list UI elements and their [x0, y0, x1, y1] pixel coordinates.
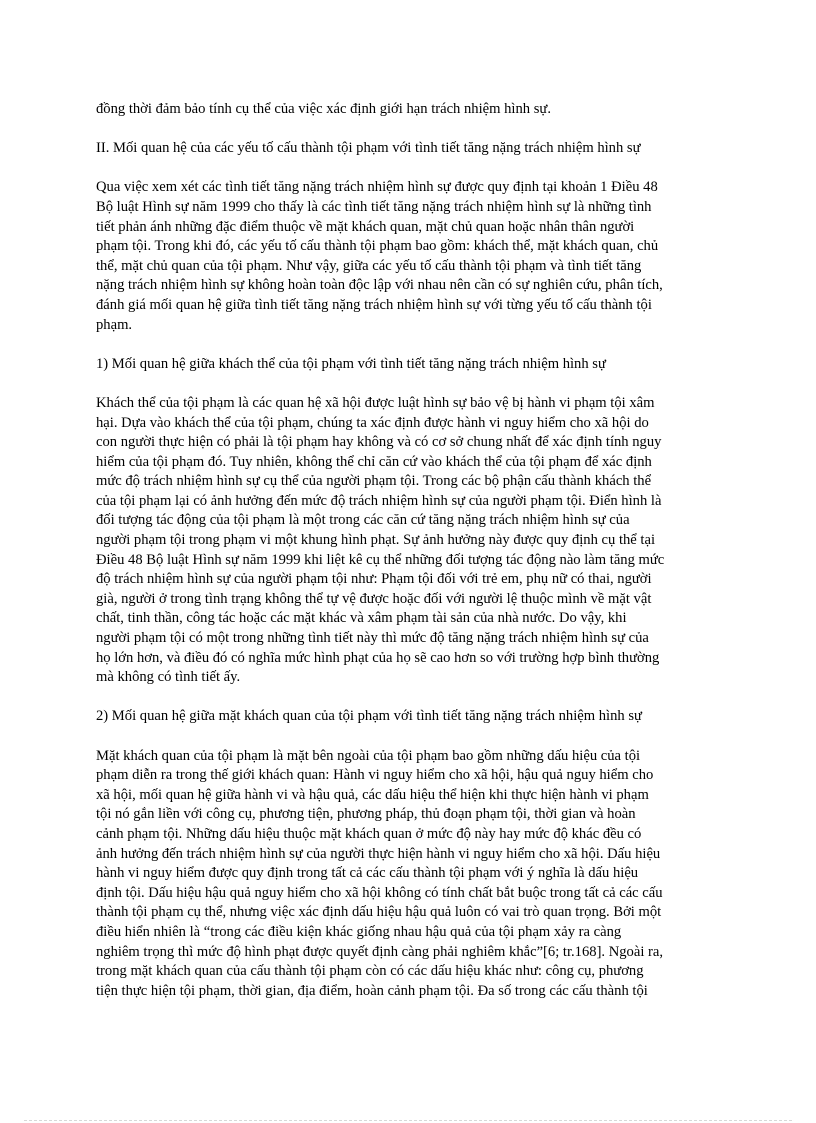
text-line: Bộ luật Hình sự năm 1999 cho thấy là các tình tiết tăng nặng trách nhiệm hình sự là những tình	[96, 198, 652, 215]
text-line: họ lớn hơn, và điều đó có nghĩa mức hình phạt của họ sẽ cao hơn so với trường hợp bình thường	[96, 649, 660, 666]
text-line: đối tượng tác động của tội phạm là một trong các căn cứ tăng nặng trách nhiệm hình sự của	[96, 512, 630, 529]
text-line: nghiêm trọng thì mức độ hình phạt được quyết định càng phải nghiêm khắc”[6; tr.168]. Ngoài ra,	[96, 943, 664, 960]
text-line: định tội. Dấu hiệu hậu quả nguy hiểm cho xã hội không có tính chất bắt buộc trong tất cả các cấu	[96, 884, 663, 901]
text-line: tội nó gắn liền với công cụ, phương tiện, phương pháp, thủ đoạn phạm tội, thời gian và hoàn	[96, 806, 636, 823]
subsection-heading-1: 1) Mối quan hệ giữa khách thể của tội phạm với tình tiết tăng nặng trách nhiệm hình sự	[96, 355, 606, 372]
paragraph-spacer	[96, 688, 723, 708]
text-line: mà không có tình tiết ấy.	[96, 669, 241, 686]
paragraph-spacer	[96, 120, 723, 140]
text-line: phạm.	[96, 316, 133, 333]
page-bottom-divider	[24, 1120, 792, 1121]
text-line: người phạm tội trong phạm vi một khung hình phạt. Sự ảnh hưởng này được quy định cụ thể tại	[96, 532, 656, 549]
document-body	[96, 100, 723, 1001]
section-heading-ii: II. Mối quan hệ của các yếu tố cấu thành tội phạm với tình tiết tăng nặng trách nhiệm hình sự	[96, 140, 641, 157]
paragraph-spacer	[96, 727, 723, 747]
paragraph-object-of-crime	[96, 394, 723, 688]
text-line: hại. Dựa vào khách thể của tội phạm, chúng ta xác định được hành vi nguy hiểm cho xã hội do	[96, 414, 649, 431]
text-line: cảnh phạm tội. Những dấu hiệu thuộc mặt khách quan ở mức độ này hay mức độ khác đều có	[96, 825, 642, 842]
text-line: hiểm của tội phạm đó. Tuy nhiên, không thể chỉ căn cứ vào khách thể của tội phạm để xác định	[96, 453, 652, 470]
paragraph-overview	[96, 178, 723, 335]
text-line: Qua việc xem xét các tình tiết tăng nặng trách nhiệm hình sự được quy định tại khoản 1 Điều 48	[96, 179, 658, 196]
text-line: độ trách nhiệm hình sự của người phạm tội như: Phạm tội đối với trẻ em, phụ nữ có thai, người	[96, 571, 652, 588]
text-line: của tội phạm lại có ảnh hưởng đến mức độ trách nhiệm hình sự của người phạm tội. Điển hình là	[96, 492, 662, 509]
text-line: nặng trách nhiệm hình sự không hoàn toàn độc lập với nhau nên cần có sự nghiên cứu, phân tích,	[96, 277, 663, 294]
text-line: thành tội phạm cụ thể, nhưng việc xác định dấu hiệu hậu quả luôn có vai trò quan trọng. Bởi một	[96, 904, 662, 921]
paragraph-intro-line: đồng thời đảm bảo tính cụ thể của việc xác định giới hạn trách nhiệm hình sự.	[96, 101, 551, 117]
text-line: Mặt khách quan của tội phạm là mặt bên ngoài của tội phạm bao gồm những dấu hiệu của tội	[96, 747, 641, 764]
text-line: hành vi nguy hiểm được quy định trong tất cả các cấu thành tội phạm với ý nghĩa là dấu hiệu	[96, 865, 639, 882]
text-line: Điều 48 Bộ luật Hình sự năm 1999 khi liệt kê cụ thể những đối tượng tác động nào làm tăng mức	[96, 551, 665, 568]
text-line: ảnh hưởng đến trách nhiệm hình sự của người thực hiện hành vi nguy hiểm cho xã hội. Dấu hiệu	[96, 845, 661, 862]
text-line: phạm diễn ra trong thế giới khách quan: Hành vi nguy hiểm cho xã hội, hậu quả nguy hiểm cho	[96, 767, 654, 784]
text-line: già, người ở trong tình trạng không thể tự vệ được hoặc đối với người lệ thuộc mình về mặt vật	[96, 590, 652, 607]
subsection-heading-2: 2) Mối quan hệ giữa mặt khách quan của tội phạm với tình tiết tăng nặng trách nhiệm hình sự	[96, 708, 642, 725]
text-line: thể, mặt chủ quan của tội phạm. Như vậy, giữa các yếu tố cấu thành tội phạm và tình tiết tăng	[96, 257, 642, 274]
text-line: người phạm tội có một trong những tình tiết này thì mức độ tăng nặng trách nhiệm hình sự của	[96, 630, 649, 647]
text-line: Khách thể của tội phạm là các quan hệ xã hội được luật hình sự bảo vệ bị hành vi phạm tội xâm	[96, 394, 655, 411]
text-line: trong mặt khách quan của cấu thành tội phạm còn có các dấu hiệu khác như: công cụ, phương	[96, 963, 644, 980]
text-line: con người thực hiện có phải là tội phạm hay không và có cơ sở chung nhất để xác định tính nguy	[96, 434, 662, 451]
paragraph-spacer	[96, 374, 723, 394]
paragraph-objective-side	[96, 747, 723, 1002]
text-line: xã hội, mối quan hệ giữa hành vi và hậu quả, các dấu hiệu thể hiện khi thực hiện hành vi phạm	[96, 786, 649, 803]
paragraph-spacer	[96, 159, 723, 179]
text-line: phạm tội. Trong khi đó, các yếu tố cấu thành tội phạm bao gồm: khách thể, mặt khách quan, chủ	[96, 238, 659, 255]
text-line: tiết phản ánh những đặc điểm thuộc về mặt khách quan, mặt chủ quan hoặc nhân thân người	[96, 218, 635, 235]
text-line: điều hiển nhiên là “trong các điều kiện khác giống nhau hậu quả của tội phạm xảy ra càng	[96, 923, 622, 940]
text-line: chất, tinh thần, công tác hoặc các mặt khác và xâm phạm tài sản của nhà nước. Do vậy, khi	[96, 610, 627, 627]
paragraph-spacer	[96, 335, 723, 355]
text-line: tiện thực hiện tội phạm, thời gian, địa điểm, hoàn cảnh phạm tội. Đa số trong các cấu thành tội	[96, 982, 648, 999]
text-line: đánh giá mối quan hệ giữa tình tiết tăng nặng trách nhiệm hình sự với từng yếu tố cấu thành tội	[96, 296, 652, 313]
text-line: mức độ trách nhiệm hình sự cụ thể của người phạm tội. Trong các bộ phận cấu thành khách thể	[96, 473, 652, 490]
